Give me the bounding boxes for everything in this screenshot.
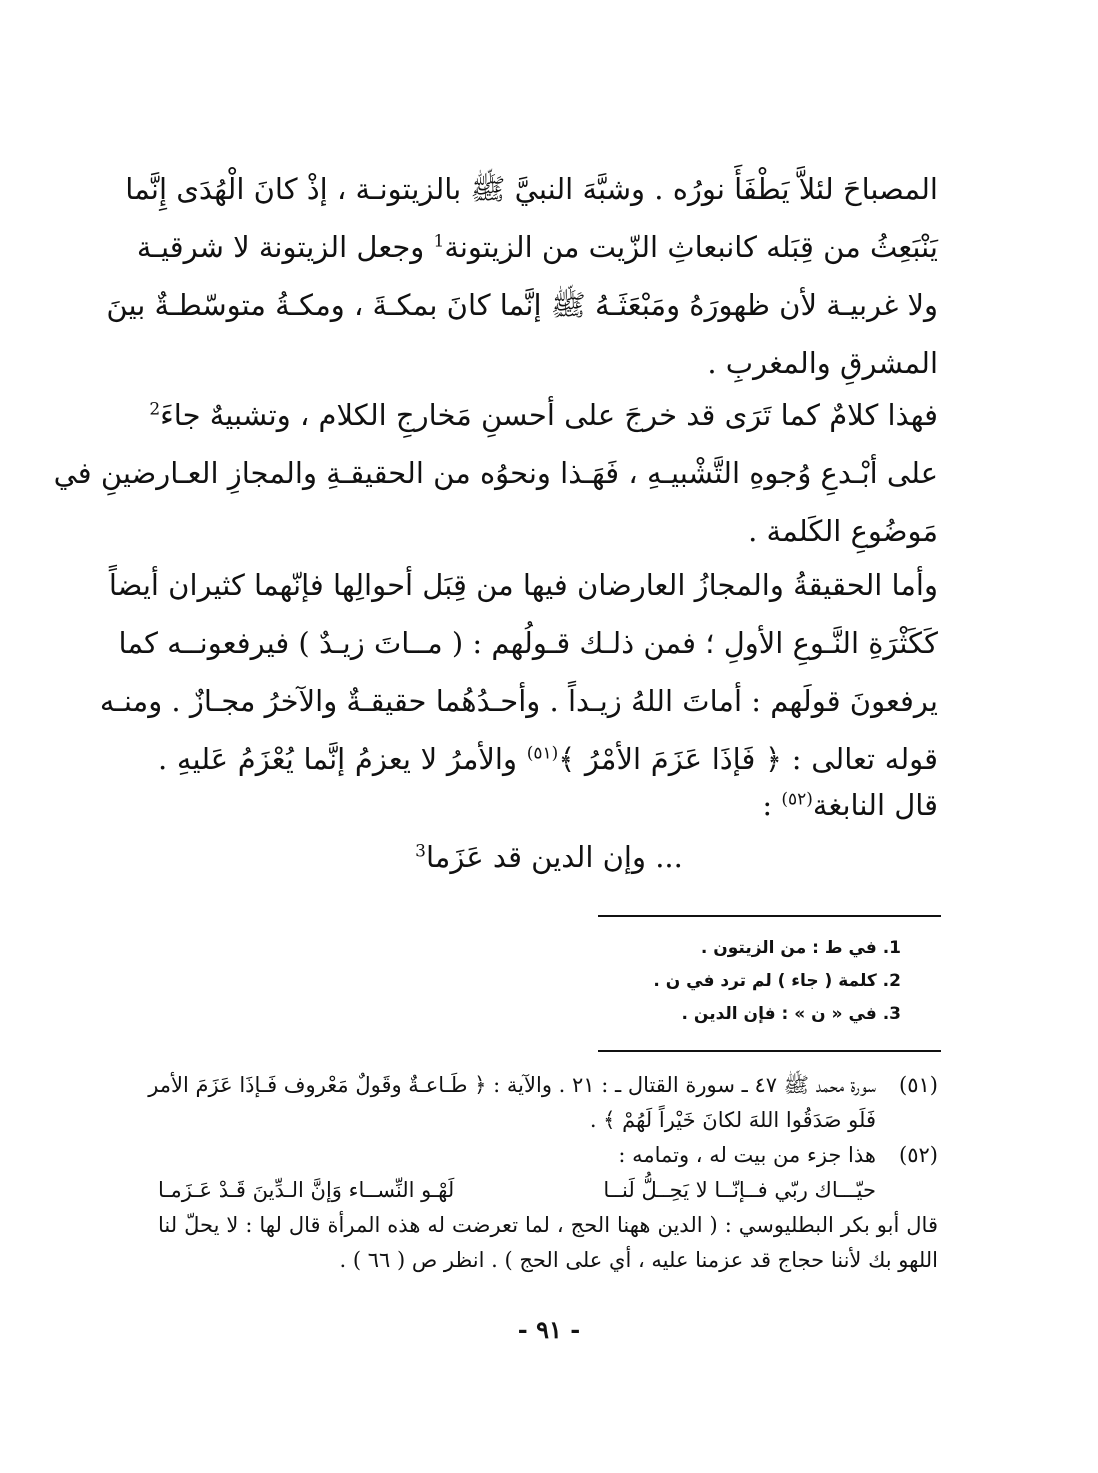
footnote-line: سورة محمد ﷺ ٤٧ ـ سورة القتال ـ : ٢١ . والآية : ﴿ طَـاعـةٌ وقَولٌ مَعْروف فَـإذَا عَزَمَ الأمر (148, 1073, 876, 1097)
text-line: فهذا كلامٌ كما تَرَى قد خرجَ على أحسنِ مَخارجِ الكلام ، وتشبيهٌ جاءَ$^2$ (149, 398, 938, 432)
footnote-line: اللهو بك لأننا حجاج قد عزمنا عليه ، أي على الحج ) . انظر ص ( ٦٦ ) . (339, 1248, 938, 1272)
footnote-ref: (٥١) (526, 743, 559, 764)
text-line: قوله تعالى : ﴿ فَإذَا عَزَمَ الأمْرُ ﴾$^{(٥١)}$ والأمرُ لا يعزمُ إنَّما يُعْزَمُ عَليهِ . (158, 742, 939, 776)
footnote-line: هذا جزء من بيت له ، وتمامه : (618, 1143, 876, 1167)
edition-note-ref: 2 (149, 399, 161, 420)
footnote-line: فَلَو صَدَقُوا اللهَ لكانَ خَيْراً لَهُمْ ﴾ . (589, 1108, 876, 1132)
divider (598, 915, 941, 917)
text-line: يَنْبَعِثُ من قِبَله كانبعاثِ الزّيت من الزيتونة$^1$ وجعل الزيتونة لا شرقيـة (136, 230, 938, 264)
edition-note-ref: 1 (433, 231, 445, 252)
footnote-number: (٥٢) (899, 1143, 938, 1167)
text-line: المشرقِ والمغربِ . (707, 346, 938, 380)
footnote-verse (158, 1173, 876, 1208)
paragraph-2 (53, 386, 938, 560)
edition-note: 2. كلمة ( جاء ) لم ترد في ن . (653, 971, 901, 991)
text-line: كَكَثْرَةِ النَّـوعِ الأولِ ؛ فمن ذلـك قـولُهم : ( مــاتَ زيـدٌ ) فيرفعونــه كما (118, 626, 938, 660)
text-line: يرفعونَ قولَهم : أماتَ اللهُ زيـداً . وأحـدُهُما حقيقـةٌ والآخرُ مجـازٌ . ومنـه (99, 684, 938, 718)
paragraph-1 (106, 160, 938, 392)
hemistich: حيّـــاك ربّي فــإنّــا لا يَحِــلُّ لَنــا (603, 1178, 876, 1202)
edition-note: 1. في ط : من الزيتون . (700, 938, 901, 958)
verse-quote: ... وإن الدين قد عَزَما$^3$ (415, 840, 683, 874)
footnote (148, 1068, 938, 1138)
footnote-line: قال أبو بكر البطليوسي : ( الدين ههنا الحج ، لما تعرضت له هذه المرأة قال لها : لا يحلّ لنا (158, 1213, 938, 1237)
text-line: المصباحَ لئلاَّ يَطْفَأَ نورُه . وشبَّهَ النبيَّ ﷺ بالزيتونـة ، إذْ كانَ الْهُدَى إِنَّما (125, 172, 938, 206)
paragraph-3 (99, 556, 939, 788)
text-line: مَوضُوعِ الكَلمة . (748, 514, 938, 548)
footnotes (148, 1068, 938, 1278)
footnote-ref: (٥٢) (781, 789, 813, 810)
footnote (158, 1138, 938, 1208)
paragraph-4 (158, 776, 938, 834)
edition-notes (481, 932, 901, 1031)
footnote-number: (٥١) (899, 1073, 938, 1097)
text-line: وأما الحقيقةُ والمجازُ العارضان فيها من قِبَل أحوالِها فإنّهما كثيران أيضاً (108, 568, 938, 602)
edition-note-ref: 3 (415, 841, 426, 862)
page-number: - ٩١ - (517, 1315, 581, 1344)
text-line: على أبْـدعِ وُجوهِ التَّشْبيـهِ ، فَهَـذا ونحوُه من الحقيقـةِ والمجازِ العـارضينِ في (53, 456, 938, 490)
divider (598, 1050, 941, 1052)
text-line: ولا غربيـة لأن ظهورَهُ ومَبْعَثَـهُ ﷺ إنَّما كانَ بمكـةَ ، ومكـةُ متوسّطـةٌ بينَ (106, 288, 938, 322)
text-line: قال النابغة$^{(٥٢)}$ : (762, 788, 938, 822)
edition-note: 3. في « ن » : فإن الدين . (681, 1004, 901, 1024)
hemistich: لَهْـو النِّســاء وَإنَّ الـدِّينَ قَـدْ عَـزَمـا (158, 1178, 455, 1202)
